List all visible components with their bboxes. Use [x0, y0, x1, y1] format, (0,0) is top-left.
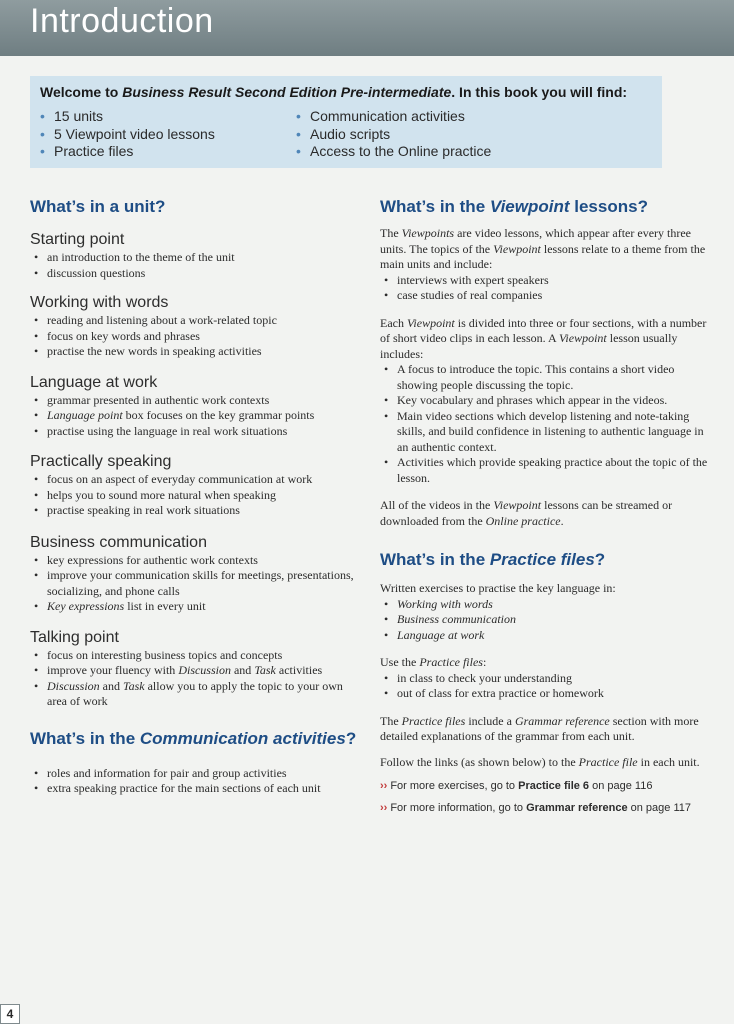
paragraph-text: : [482, 655, 487, 669]
paragraph-text: lessons can be streamed or downloaded from the [380, 498, 673, 528]
welcome-box [30, 76, 662, 168]
starting-point-list [30, 250, 360, 281]
list-item: • Audio scripts [296, 126, 491, 144]
list-item: • Communication activities [296, 108, 491, 126]
list-item-text: allow you to apply the topic to your own area of work [47, 678, 343, 708]
practice-files-term: Practice files [419, 655, 483, 669]
paragraph-text: section with more detailed explanations of the grammar from each unit. [380, 713, 699, 743]
list-item: • reading and listening about a work-related topic [30, 313, 360, 329]
practically-speaking-heading: Practically speaking [30, 453, 172, 470]
language-at-work-heading: Language at work [30, 373, 158, 391]
heading-italic: Communication activities [139, 728, 346, 748]
working-with-words-heading: Working with words [30, 294, 169, 311]
viewpoint-paragraph-3 [380, 498, 710, 529]
list-item [30, 679, 360, 710]
viewpoint-list-1 [380, 273, 710, 304]
page-number: 4 [0, 1004, 20, 1024]
list-item: • A focus to introduce the topic. This contains a short video showing people discussing the topic. [380, 362, 710, 393]
discussion-term: Discussion [178, 663, 231, 677]
unit-heading: What’s in a unit? [30, 197, 166, 216]
viewpoint-paragraph-2 [380, 316, 710, 363]
viewpoint-paragraph-1 [380, 226, 710, 273]
talking-point-list [30, 648, 360, 710]
practice-paragraph-2 [380, 655, 710, 671]
list-item-text: box focuses on the key grammar points [122, 408, 315, 422]
viewpoint-term: Viewpoint [493, 241, 541, 256]
paragraph-text: include a [465, 713, 515, 728]
list-item: • interviews with expert speakers [380, 273, 710, 289]
paragraph-text: lessons relate to a theme from the main units and include: [380, 241, 706, 271]
paragraph-text: Follow the links (as shown below) to the [380, 754, 579, 769]
list-item: • practise using the language in real work situations [30, 424, 360, 440]
task-term: Task [123, 678, 145, 693]
heading-text: ? [594, 550, 606, 569]
practice-files-term: Practice files [401, 713, 466, 728]
heading-text: ? [345, 728, 357, 748]
paragraph-text: are video lessons, which appear after every three units. The topics of the [380, 226, 691, 256]
welcome-prefix: Welcome to [40, 84, 123, 100]
list-item-text: and [99, 678, 123, 693]
list-item: • discussion questions [30, 266, 360, 282]
double-chevron-right-icon: ›› [380, 802, 388, 814]
paragraph-text: is divided into three or four sections, with a number of short video clips in each lesson. A [380, 315, 707, 345]
heading-italic: Viewpoint [489, 197, 570, 216]
practice-file-link[interactable] [380, 780, 710, 792]
viewpoint-term: Viewpoint [558, 331, 607, 345]
list-item: • Access to the Online practice [296, 143, 491, 161]
practice-files-heading [380, 549, 710, 571]
paragraph-text: The [380, 226, 402, 240]
list-item-text: Language at work [397, 627, 485, 642]
practice-file-term: Practice file [578, 754, 638, 769]
list-item: • extra speaking practice for the main sections of each unit [30, 781, 360, 797]
list-item: • an introduction to the theme of the unit [30, 250, 360, 266]
list-item-text: Business communication [397, 612, 516, 626]
list-item [380, 628, 710, 644]
page-title: Introduction [30, 2, 214, 40]
welcome-list-left [40, 108, 215, 161]
paragraph-text: . [560, 513, 564, 528]
viewpoint-heading [380, 196, 710, 218]
list-item-text: Working with words [397, 596, 493, 611]
grammar-reference-term: Grammar reference [514, 713, 610, 728]
paragraph-text: in each unit. [637, 754, 700, 769]
link-text: on page 117 [627, 802, 691, 814]
communication-heading [30, 728, 360, 750]
list-item [380, 597, 710, 613]
list-item-text: and [230, 663, 255, 677]
list-item-text: list in every unit [124, 599, 206, 613]
heading-text: What’s in the [380, 197, 490, 216]
paragraph-text: Each [380, 315, 407, 330]
heading-text: lessons? [569, 197, 648, 216]
list-item: • improve your communication skills for meetings, presentations, socializing, and phone calls [30, 568, 360, 599]
discussion-term: Discussion [47, 678, 100, 693]
practice-list-1 [380, 597, 710, 644]
practice-paragraph-3 [380, 714, 710, 745]
viewpoint-term: Viewpoint [406, 315, 455, 330]
viewpoint-list-2 [380, 362, 710, 486]
link-text: For more exercises, go to [390, 780, 519, 792]
welcome-book-title: Business Result Second Edition Pre-intermediate [122, 84, 452, 100]
task-term: Task [254, 663, 276, 677]
heading-text: What’s in the [30, 728, 140, 748]
business-communication-heading: Business communication [30, 533, 207, 551]
heading-text: What’s in the [380, 550, 490, 569]
list-item: • practise speaking in real work situations [30, 503, 360, 519]
list-item: • focus on an aspect of everyday communication at work [30, 472, 360, 488]
list-item: • 5 Viewpoint video lessons [40, 126, 215, 144]
list-item [30, 408, 360, 424]
viewpoints-term: Viewpoints [401, 226, 455, 240]
practice-list-2 [380, 671, 710, 702]
list-item [30, 663, 360, 679]
list-item-text: improve your fluency with [47, 663, 179, 677]
grammar-reference-link[interactable] [380, 802, 710, 814]
paragraph-text: lesson usually includes: [380, 331, 678, 361]
double-chevron-right-icon: ›› [380, 780, 388, 792]
list-item: • in class to check your understanding [380, 671, 710, 687]
paragraph-text: All of the videos in the [380, 498, 494, 512]
heading-italic: Practice files [489, 550, 595, 569]
list-item: • focus on key words and phrases [30, 329, 360, 345]
right-column [380, 196, 710, 814]
paragraph-text: Use the [380, 655, 420, 669]
list-item [380, 612, 710, 628]
list-item: • Key vocabulary and phrases which appear in the videos. [380, 393, 710, 409]
link-text: on page 116 [589, 780, 653, 792]
list-item: • grammar presented in authentic work contexts [30, 393, 360, 409]
paragraph-text: The [380, 713, 402, 728]
header-band [0, 0, 734, 56]
practice-paragraph-1: Written exercises to practise the key language in: [380, 581, 616, 595]
list-item: • Main video sections which develop listening and note-taking skills, and build confidence in listening to authentic language in an authentic context. [380, 409, 710, 456]
starting-point-heading: Starting point [30, 231, 125, 248]
link-text: For more information, go to [390, 802, 527, 814]
communication-list [30, 766, 360, 797]
business-communication-list [30, 553, 360, 615]
left-column [30, 196, 360, 797]
talking-point-heading: Talking point [30, 628, 119, 646]
list-item: • practise the new words in speaking activities [30, 344, 360, 360]
list-item: • 15 units [40, 108, 215, 126]
list-item-text: activities [275, 663, 323, 677]
welcome-suffix: . In this book you will find: [451, 84, 628, 100]
language-at-work-list [30, 393, 360, 440]
viewpoint-term: Viewpoint [493, 498, 542, 512]
list-item: • focus on interesting business topics and concepts [30, 648, 360, 664]
list-item: • Activities which provide speaking practice about the topic of the lesson. [380, 455, 710, 486]
link-target: Grammar reference [526, 802, 628, 814]
online-practice-term: Online practice [485, 513, 561, 528]
list-item: • roles and information for pair and group activities [30, 766, 360, 782]
welcome-line [40, 84, 627, 100]
working-with-words-list [30, 313, 360, 360]
welcome-list-right [296, 108, 491, 161]
list-item: • out of class for extra practice or homework [380, 686, 710, 702]
list-item: • case studies of real companies [380, 288, 710, 304]
list-item: • helps you to sound more natural when speaking [30, 488, 360, 504]
practice-paragraph-4 [380, 755, 710, 771]
list-item: • key expressions for authentic work contexts [30, 553, 360, 569]
list-item: • Practice files [40, 143, 215, 161]
list-item [30, 599, 360, 615]
practically-speaking-list [30, 472, 360, 519]
language-point-term: Language point [47, 408, 123, 422]
link-target: Practice file 6 [518, 780, 590, 792]
key-expressions-term: Key expressions [47, 599, 125, 613]
